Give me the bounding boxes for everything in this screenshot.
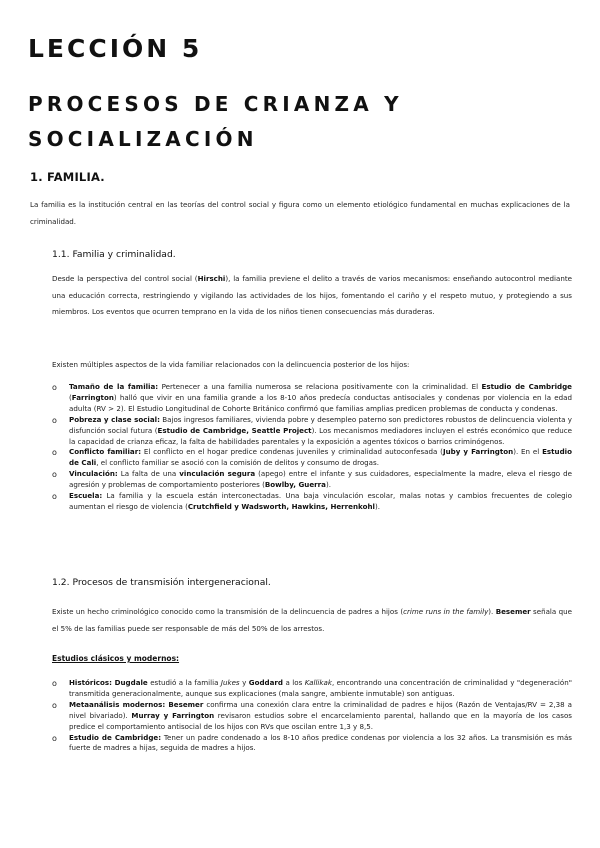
- list-item: o Tamaño de la familia: Pertenecer a una familia numerosa se relaciona positivamente con la criminalidad. El Estudio de Cambridge (Farrington) halló que vivir en una familia grande a los 8-10 años predecía conductas antisociales y condenas por violencia en la edad adulta (RV > 2). El Estudio Longitudinal de Cohorte Británico confirmó que familias amplias predicen problemas de conducta y condenas.: [52, 382, 572, 413]
- bullet-circle-icon: o: [52, 679, 57, 688]
- bullet-circle-icon: o: [52, 383, 57, 392]
- bullet-circle-icon: o: [52, 700, 57, 710]
- paragraph-control-social: Desde la perspectiva del control social (Hirschi), la familia previene el delito a través de varios mecanismos: enseñando autocontrol mediante una educación correcta, restringiendo y vigilando las actividades de los hijos, fomentando el cariño y el respeto mutuo, y protegiendo a sus miembros. Los eventos que ocurren temprano en la vida de los niños tienen consecuencias más duraderas.: [52, 274, 573, 316]
- bullet-circle-icon: o: [52, 733, 57, 743]
- bullet-circle-icon: o: [52, 415, 57, 425]
- list-item: o Vinculación: La falta de una vinculación segura (apego) entre el infante y sus cuidadores, especialmente la madre, eleva el riesgo de agresión y problemas de comportamiento posteriores (Bowlby, Guerra).: [52, 469, 572, 490]
- studies-heading: Estudios clásicos y modernos:: [52, 654, 180, 663]
- list-item: o Escuela: La familia y la escuela están interconectadas. Una baja vinculación escolar, malas notas y cambios frecuentes de colegio aumentan el riesgo de violencia (Crutchfield y Wadsworth, Hawkins, Herrenkohl).: [52, 491, 572, 511]
- subsection-heading-1-1: 1.1. Familia y criminalidad.: [52, 249, 176, 260]
- paragraph-aspects-intro: Existen múltiples aspectos de la vida familiar relacionados con la delincuencia posterior de los hijos:: [52, 360, 410, 369]
- bullet-circle-icon: o: [52, 470, 57, 480]
- family-aspects-list: [52, 382, 572, 513]
- list-item: o Pobreza y clase social: Bajos ingresos familiares, vivienda pobre y desempleo paterno son predictores robustos de delincuencia violenta y disfunción social futura (Estudio de Cambridge, Seattle Project). Los mecanismos mediadores incluyen el estrés económico que reduce la capacidad de crianza eficaz, la falta de habilidades parentales y la exposición a agentes tóxicos o barrios criminógenos.: [52, 414, 573, 446]
- list-item: o Históricos: Dugdale estudió a la familia Jukes y Goddard a los Kallikak, encontrando una concentración de criminalidad y "degeneración" transmitida generacionalmente, aunque sus explicaciones (mala sangre, ambiente inmutable) son antiguas.: [52, 678, 572, 698]
- lesson-number: LECCIÓN 5: [28, 34, 203, 63]
- subsection-heading-1-2: 1.2. Procesos de transmisión intergeneracional.: [52, 577, 271, 588]
- bullet-circle-icon: o: [52, 492, 57, 502]
- studies-list: [52, 678, 572, 754]
- paragraph-transmission: Existe un hecho criminológico conocido como la transmisión de la delincuencia de padres a hijos (crime runs in the family). Besemer señala que el 5% de las familias puede ser responsable de más del 50% de los arrestos.: [52, 607, 572, 633]
- page-title: PROCESOS DE CRIANZA Y SOCIALIZACIÓN: [28, 92, 403, 151]
- section-intro-paragraph: La familia es la institución central en las teorías del control social y figura como un elemento etiológico fundamental en muchas explicaciones de la criminalidad.: [30, 200, 570, 226]
- list-item: o Metaanálisis modernos: Besemer confirma una conexión clara entre la criminalidad de padres e hijos (Razón de Ventajas/RV = 2,38 a nivel bivariado). Murray y Farrington revisaron estudios sobre el encarcelamiento parental, hallando que en la mayoría de los casos predice el comportamiento antisocial de los hijos con RVs que oscilan entre 1,3 y 8,5.: [52, 699, 572, 731]
- bullet-circle-icon: o: [52, 448, 57, 458]
- section-heading-familia: 1. FAMILIA.: [30, 170, 105, 184]
- list-item: o Conflicto familiar: El conflicto en el hogar predice condenas juveniles y criminalidad autoconfesada (Juby y Farrington). En el Estudio de Cali, el conflicto familiar se asoció con la comisión de delitos y consumo de drogas.: [52, 447, 572, 468]
- list-item: o Estudio de Cambridge: Tener un padre condenado a los 8-10 años predice condenas por violencia a los 32 años. La transmisión es más fuerte de madres a hijas, seguida de madres a hijos.: [52, 732, 572, 753]
